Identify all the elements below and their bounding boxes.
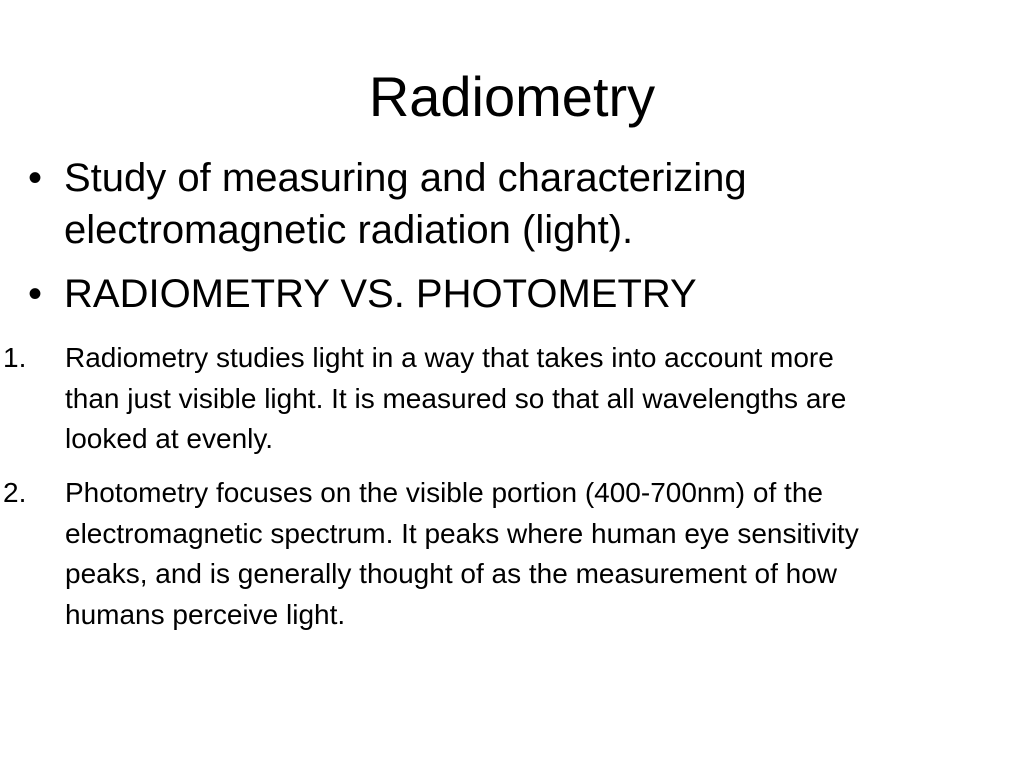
- bullet-text-line: Study of measuring and characterizing: [64, 156, 747, 200]
- item-text-line: peaks, and is generally thought of as the measurement of how: [65, 558, 838, 589]
- slide-title: Radiometry: [368, 65, 656, 128]
- bullet-list: [0, 152, 1024, 320]
- bullet-item: [0, 152, 1024, 256]
- item-text-line: looked at evenly.: [65, 423, 274, 454]
- bullet-marker: •: [28, 156, 43, 200]
- numbered-item: [0, 338, 1024, 460]
- item-text-line: Radiometry studies light in a way that takes into account more: [65, 342, 834, 373]
- item-text-line: humans perceive light.: [65, 598, 346, 630]
- numbered-list: [0, 338, 1024, 460]
- bullet-text-line: electromagnetic radiation (light).: [64, 208, 634, 252]
- item-text-line: than just visible light. It is measured so that all wavelengths are: [65, 382, 847, 414]
- numbered-list: [0, 473, 1024, 635]
- item-number: 1.: [3, 342, 27, 373]
- item-text-line: Photometry focuses on the visible portion (400-700nm) of the: [65, 477, 823, 508]
- item-text-line: electromagnetic spectrum. It peaks where human eye sensitivity: [65, 517, 859, 549]
- bullet-marker: •: [28, 272, 43, 316]
- item-number: 2.: [3, 477, 27, 508]
- numbered-item: [0, 473, 1024, 635]
- bullet-text-line: RADIOMETRY VS. PHOTOMETRY: [64, 272, 697, 316]
- bullet-item: [0, 268, 1024, 320]
